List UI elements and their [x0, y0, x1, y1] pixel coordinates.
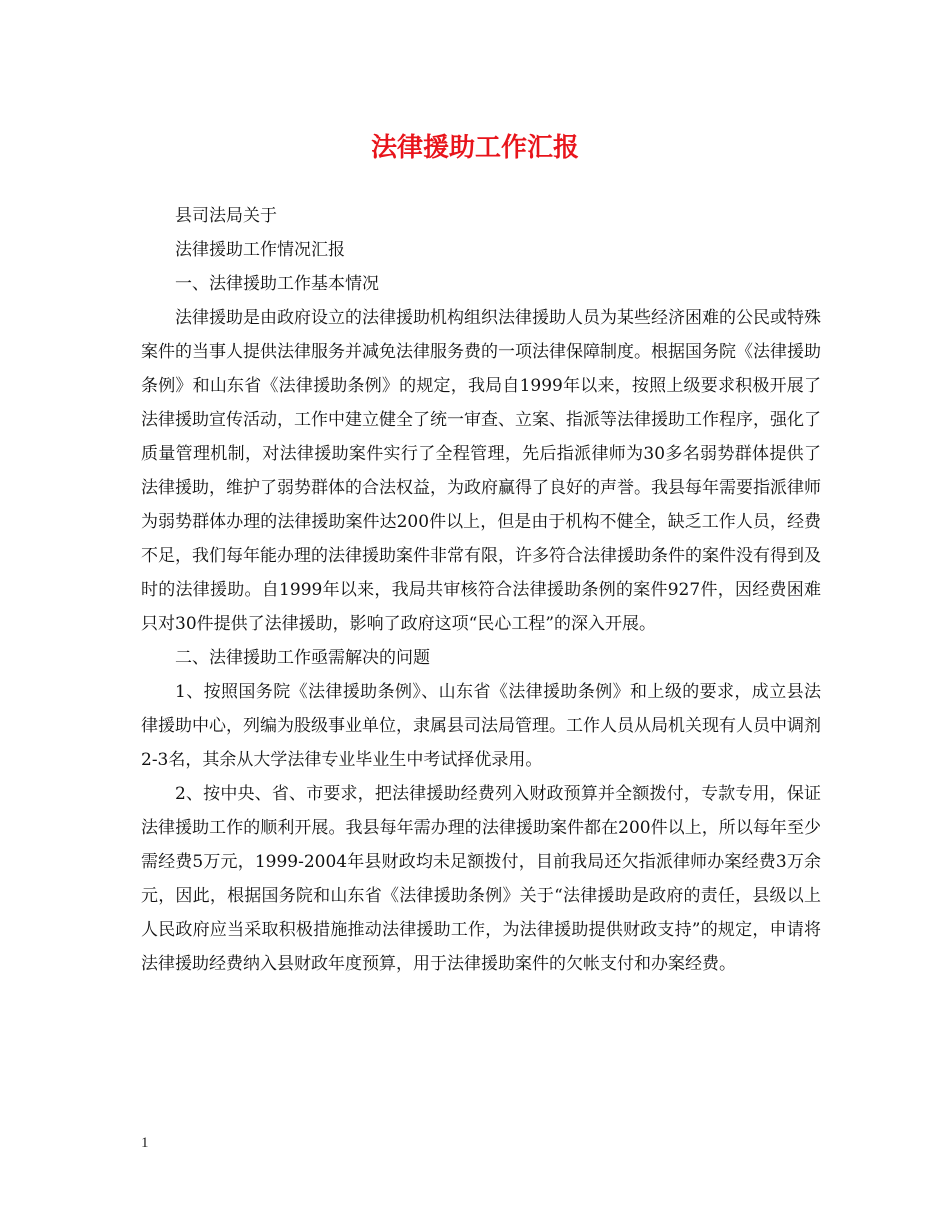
section-heading-2: 二、法律援助工作亟需解决的问题 [175, 648, 430, 668]
heading-line-2: 法律援助工作情况汇报 [175, 240, 345, 260]
section-heading-1: 一、法律援助工作基本情况 [175, 274, 379, 294]
document-title: 法律援助工作汇报 [370, 133, 579, 163]
body-paragraph-2: 1、按照国务院《法律援助条例》、山东省《法律援助条例》和上级的要求，成立县法律援助中心，列编为股级事业单位，隶属县司法局管理。工作人员从局机关现有人员中调剂2-3名，其余从大学法律专业毕业生中考试择优录用。 [141, 682, 821, 770]
heading-line-1: 县司法局关于 [175, 206, 277, 226]
document-body [141, 199, 821, 981]
body-paragraph-1: 法律援助是由政府设立的法律援助机构组织法律援助人员为某些经济困难的公民或特殊案件的当事人提供法律服务并减免法律服务费的一项法律保障制度。根据国务院《法律援助条例》和山东省《法律援助条例》的规定，我局自1999年以来，按照上级要求积极开展了 法律援助宣传活动，工作中建立健全了统一审查、立案、指派等法律援助工作程序，强化了质量管理机制，对法律援助案件实行了全程管理，先后指派律师为30多名弱势群体提供了法律援助，维护了弱势群体的合法权益，为政府赢得了良好的声誉。我县每年需要指派律师为弱势群体办理的法律援助案件达200件以上，但是由于机构不健全，缺乏工作人员，经费不足，我们每年能办理的法律援助案件非常有限，许多符合法律援助条件的案件没有得到及时的法律援助。自1999年以来，我局共审核符合法律援助条例的案件927件，因经费困难只对30件提供了法律援助，影响了政府这项“民心工程”的深入开展。 [141, 308, 821, 634]
body-paragraph-3: 2、按中央、省、市要求，把法律援助经费列入财政预算并全额拨付，专款专用，保证法律援助工作的顺利开展。我县每年需办理的法律援助案件都在200件以上，所以每年至少需经费5万元，1999-2004年县财政均未足额拨付，目前我局还欠指派律师办案经费3万余元，因此，根据国务院和山东省《法律援助条例》关于“法律援助是政府的责任，县级以上人民政府应当采取积极措施推动法律援助工作，为法律援助提供财政支持”的规定，申请将法律援助经费纳入县财政年度预算，用于法律援助案件的欠帐支付和办案经费。 [141, 784, 821, 974]
page-number: 1 [141, 1135, 149, 1151]
